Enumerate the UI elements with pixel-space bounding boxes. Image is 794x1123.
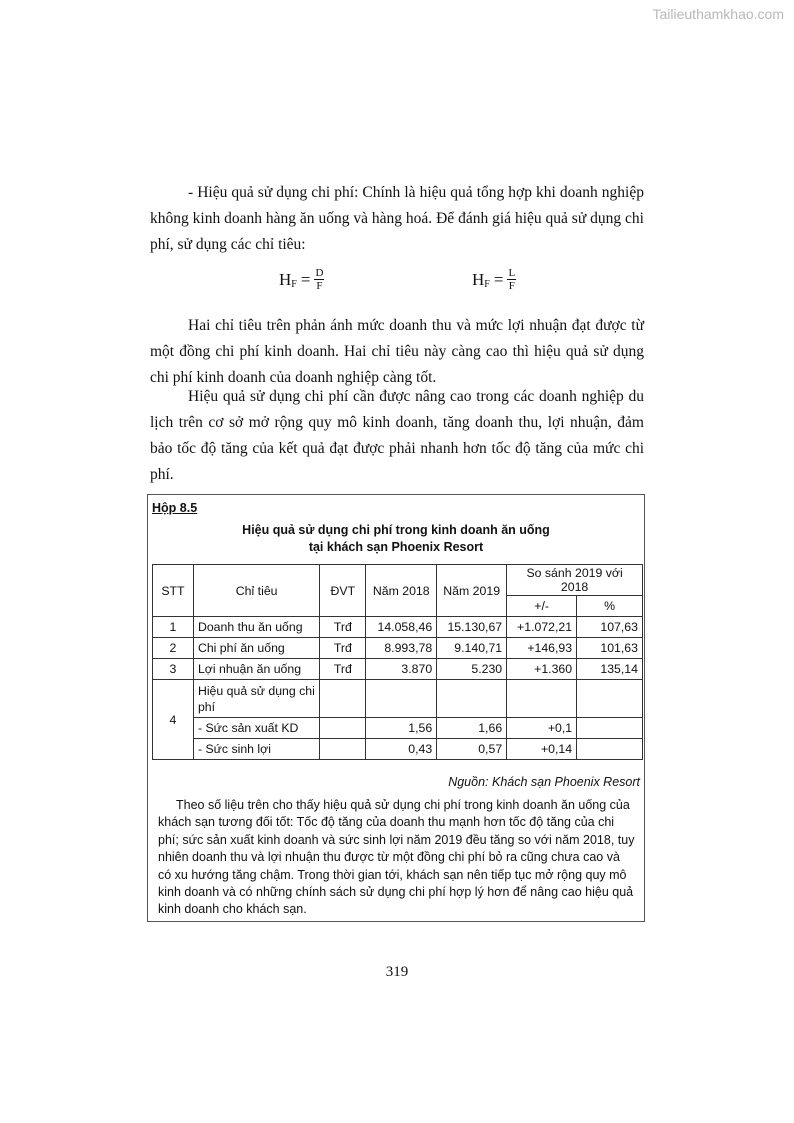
table-row bbox=[153, 659, 643, 680]
formula-numerator: D bbox=[315, 267, 324, 279]
cell-diff: +1.360 bbox=[507, 659, 577, 680]
header-year-2019: Năm 2019 bbox=[437, 565, 507, 617]
formula-fraction bbox=[314, 268, 324, 292]
box-title: Hiệu quả sử dụng chi phí trong kinh doanh ăn uống bbox=[242, 523, 550, 537]
cell-indicator: Hiệu quả sử dụng chi phí bbox=[193, 680, 319, 718]
cell-unit: Trđ bbox=[320, 638, 366, 659]
formula-denominator: F bbox=[508, 280, 515, 292]
table-row-group-title bbox=[153, 680, 643, 718]
box-conclusion: Theo số liệu trên cho thấy hiệu quả sử dụng chi phí trong kinh doanh ăn uống của khách sạn tương đối tốt: Tốc độ tăng của doanh thu mạnh hơn tốc độ tăng của chi phí; sức sản xuất kinh doanh và sức sinh lợi năm 2019 đều tăng so với năm 2018, tuy nhiên doanh thu và lợi nhuận thu được từ một đồng chi phí bỏ ra cũng chưa cao và có xu hướng tăng chậm. Trong thời gian tới, khách sạn nên tiếp tục mở rộng quy mô kinh doanh và có những chính sách sử dụng chi phí hợp lý hơn để nâng cao hiệu quả kinh doanh cho khách sạn. bbox=[158, 798, 635, 917]
table-row bbox=[153, 617, 643, 638]
formula-subscript: F bbox=[484, 278, 490, 290]
table-header-row bbox=[153, 565, 643, 596]
cell-diff: +0,1 bbox=[507, 718, 577, 739]
header-pct: % bbox=[577, 596, 643, 617]
cell-unit: Trđ bbox=[320, 617, 366, 638]
header-stt: STT bbox=[153, 565, 194, 617]
cell-empty bbox=[437, 680, 507, 718]
table-row bbox=[153, 739, 643, 760]
cell-stt: 2 bbox=[153, 638, 194, 659]
cell-unit bbox=[320, 718, 366, 739]
cell-empty bbox=[320, 680, 366, 718]
cell-diff: +0,14 bbox=[507, 739, 577, 760]
cell-2019: 15.130,67 bbox=[437, 617, 507, 638]
cell-indicator: - Sức sản xuất KD bbox=[193, 718, 319, 739]
box-subtitle: tại khách sạn Phoenix Resort bbox=[308, 540, 484, 554]
cell-indicator: - Sức sinh lợi bbox=[193, 739, 319, 760]
formula-lhs: H bbox=[472, 270, 485, 289]
cell-empty bbox=[577, 680, 643, 718]
cell-empty bbox=[507, 680, 577, 718]
box-label: Hộp 8.5 bbox=[152, 501, 198, 515]
cell-2019: 5.230 bbox=[437, 659, 507, 680]
paragraph-improve-efficiency: Hiệu quả sử dụng chi phí cần được nâng cao trong các doanh nghiệp du lịch trên cơ sở mở rộng quy mô kinh doanh, tăng doanh thu, lợi nhuận, đảm bảo tốc độ tăng của kết quả đạt được phải nhanh hơn tốc độ tăng của mức chi phí. bbox=[150, 388, 644, 483]
cell-2019: 9.140,71 bbox=[437, 638, 507, 659]
cell-2018: 3.870 bbox=[366, 659, 437, 680]
cell-unit bbox=[320, 739, 366, 760]
cell-indicator: Chi phí ăn uống bbox=[193, 638, 319, 659]
case-box bbox=[147, 494, 645, 922]
cell-pct: 107,63 bbox=[577, 617, 643, 638]
cell-2018: 14.058,46 bbox=[366, 617, 437, 638]
formula-equals: = bbox=[493, 270, 504, 289]
header-diff: +/- bbox=[507, 596, 577, 617]
paragraph-cost-efficiency: - Hiệu quả sử dụng chi phí: Chính là hiệu quả tổng hợp khi doanh nghiệp không kinh doanh hàng ăn uống và hàng hoá. Để đánh giá hiệu quả sử dụng chi phí, sử dụng các chỉ tiêu: bbox=[150, 184, 644, 253]
cell-stt: 1 bbox=[153, 617, 194, 638]
efficiency-table bbox=[152, 564, 643, 760]
formula-fraction bbox=[507, 268, 516, 292]
formula-equals: = bbox=[300, 270, 311, 289]
cell-indicator: Doanh thu ăn uống bbox=[193, 617, 319, 638]
header-year-2018: Năm 2018 bbox=[366, 565, 437, 617]
table-row bbox=[153, 638, 643, 659]
cell-2019: 0,57 bbox=[437, 739, 507, 760]
header-unit: ĐVT bbox=[320, 565, 366, 617]
formula-profit-per-cost bbox=[472, 268, 516, 292]
table-row bbox=[153, 718, 643, 739]
cell-pct: 101,63 bbox=[577, 638, 643, 659]
cell-empty bbox=[366, 680, 437, 718]
cell-2018: 0,43 bbox=[366, 739, 437, 760]
formula-lhs: H bbox=[279, 270, 292, 289]
page-number: 319 bbox=[385, 964, 409, 980]
cell-2018: 8.993,78 bbox=[366, 638, 437, 659]
cell-pct bbox=[577, 718, 643, 739]
formula-subscript: F bbox=[291, 278, 297, 290]
header-compare: So sánh 2019 với 2018 bbox=[507, 565, 643, 596]
paragraph-indicators-meaning: Hai chỉ tiêu trên phản ánh mức doanh thu và mức lợi nhuận đạt được từ một đồng chi phí kinh doanh. Hai chỉ tiêu này càng cao thì hiệu quả sử dụng chi phí kinh doanh của doanh nghiệp càng tốt. bbox=[150, 317, 644, 386]
formula-revenue-per-cost bbox=[279, 268, 324, 292]
header-indicator: Chỉ tiêu bbox=[193, 565, 319, 617]
cell-stt: 4 bbox=[153, 680, 194, 760]
table-source: Nguồn: Khách sạn Phoenix Resort bbox=[448, 775, 640, 789]
cell-diff: +146,93 bbox=[507, 638, 577, 659]
cell-2019: 1,66 bbox=[437, 718, 507, 739]
formula-denominator: F bbox=[316, 280, 323, 292]
cell-2018: 1,56 bbox=[366, 718, 437, 739]
cell-diff: +1.072,21 bbox=[507, 617, 577, 638]
cell-pct bbox=[577, 739, 643, 760]
formula-numerator: L bbox=[508, 267, 516, 279]
watermark: Tailieuthamkhao.com bbox=[652, 6, 784, 22]
cell-stt: 3 bbox=[153, 659, 194, 680]
cell-pct: 135,14 bbox=[577, 659, 643, 680]
cell-indicator: Lợi nhuận ăn uống bbox=[193, 659, 319, 680]
cell-unit: Trđ bbox=[320, 659, 366, 680]
